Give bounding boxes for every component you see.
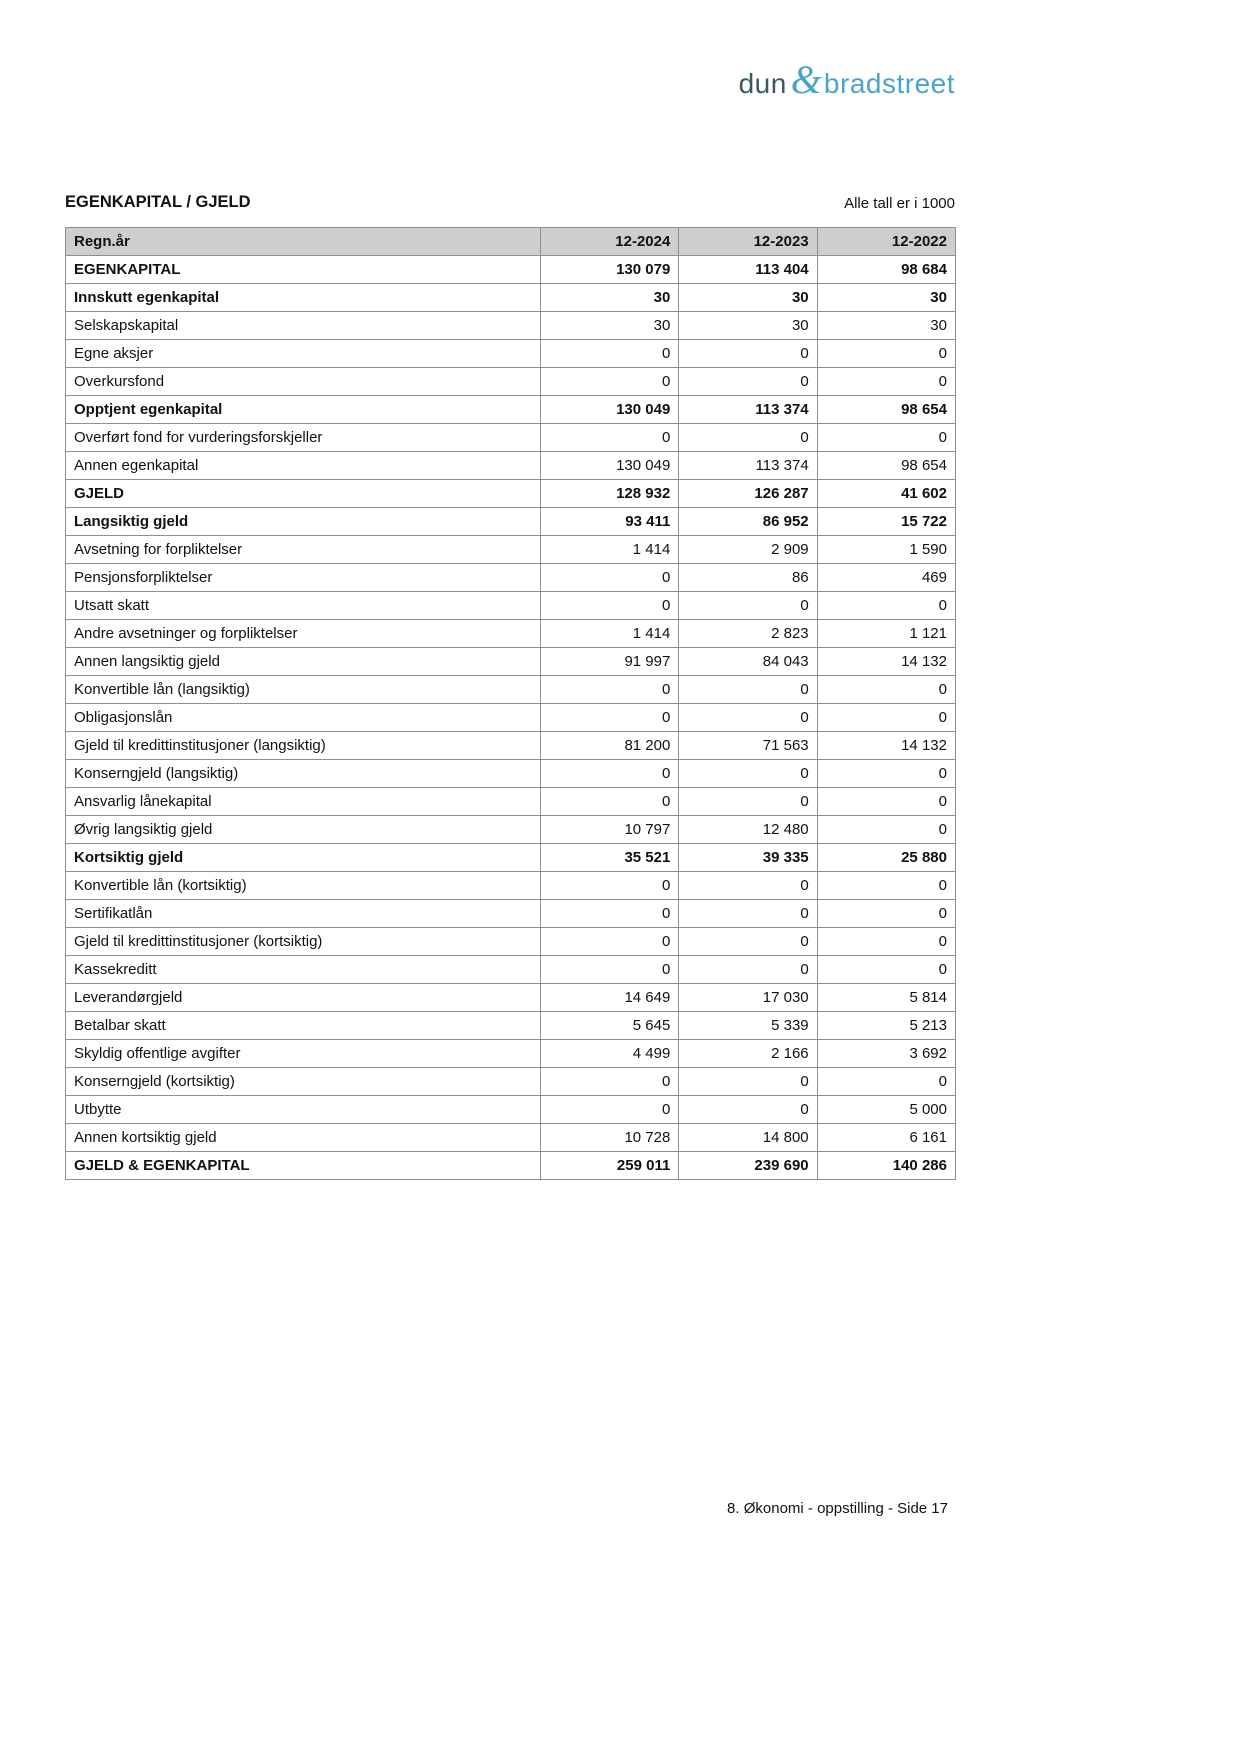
row-value: 0 — [817, 956, 955, 984]
row-value: 10 728 — [541, 1124, 679, 1152]
row-label: Opptjent egenkapital — [66, 396, 541, 424]
row-value: 2 909 — [679, 536, 817, 564]
row-label: Leverandørgjeld — [66, 984, 541, 1012]
row-value: 0 — [679, 676, 817, 704]
row-value: 0 — [817, 928, 955, 956]
row-value: 469 — [817, 564, 955, 592]
row-value: 2 823 — [679, 620, 817, 648]
row-label: Innskutt egenkapital — [66, 284, 541, 312]
row-label: Gjeld til kredittinstitusjoner (kortsiktig) — [66, 928, 541, 956]
row-value: 91 997 — [541, 648, 679, 676]
table-row — [66, 480, 956, 508]
column-header-label: Regn.år — [66, 228, 541, 256]
row-value: 10 797 — [541, 816, 679, 844]
section-title: EGENKAPITAL / GJELD — [65, 193, 251, 211]
row-label: Selskapskapital — [66, 312, 541, 340]
row-label: Utsatt skatt — [66, 592, 541, 620]
row-value: 113 404 — [679, 256, 817, 284]
row-value: 0 — [541, 704, 679, 732]
row-value: 0 — [817, 816, 955, 844]
row-value: 0 — [541, 956, 679, 984]
table-row — [66, 396, 956, 424]
row-value: 0 — [679, 592, 817, 620]
row-value: 239 690 — [679, 1152, 817, 1180]
table-row — [66, 956, 956, 984]
row-label: Overkursfond — [66, 368, 541, 396]
table-row — [66, 816, 956, 844]
row-label: Utbytte — [66, 1096, 541, 1124]
row-label: Kortsiktig gjeld — [66, 844, 541, 872]
logo-text-dun: dun — [738, 68, 787, 99]
row-label: Gjeld til kredittinstitusjoner (langsiktig) — [66, 732, 541, 760]
table-row — [66, 452, 956, 480]
row-value: 0 — [817, 788, 955, 816]
table-row — [66, 536, 956, 564]
table-row — [66, 788, 956, 816]
row-label: Andre avsetninger og forpliktelser — [66, 620, 541, 648]
row-value: 0 — [817, 368, 955, 396]
table-row — [66, 312, 956, 340]
row-value: 30 — [541, 284, 679, 312]
table-row — [66, 648, 956, 676]
table-row — [66, 676, 956, 704]
row-value: 0 — [679, 704, 817, 732]
row-value: 30 — [541, 312, 679, 340]
table-row — [66, 620, 956, 648]
page-footer: 8. Økonomi - oppstilling - Side 17 — [727, 1500, 948, 1517]
row-value: 140 286 — [817, 1152, 955, 1180]
row-value: 5 213 — [817, 1012, 955, 1040]
table-row — [66, 340, 956, 368]
table-row — [66, 424, 956, 452]
table-row — [66, 844, 956, 872]
row-value: 0 — [541, 788, 679, 816]
logo-text-bradstreet: bradstreet — [823, 68, 955, 99]
table-row — [66, 592, 956, 620]
row-value: 2 166 — [679, 1040, 817, 1068]
row-value: 14 132 — [817, 648, 955, 676]
row-value: 41 602 — [817, 480, 955, 508]
row-label: Egne aksjer — [66, 340, 541, 368]
row-label: Obligasjonslån — [66, 704, 541, 732]
table-row — [66, 1040, 956, 1068]
row-value: 0 — [679, 956, 817, 984]
row-value: 5 814 — [817, 984, 955, 1012]
row-value: 0 — [541, 1068, 679, 1096]
row-value: 0 — [817, 424, 955, 452]
row-value: 14 132 — [817, 732, 955, 760]
table-row — [66, 1124, 956, 1152]
row-value: 0 — [679, 928, 817, 956]
row-value: 86 952 — [679, 508, 817, 536]
row-label: GJELD & EGENKAPITAL — [66, 1152, 541, 1180]
row-value: 5 339 — [679, 1012, 817, 1040]
row-value: 71 563 — [679, 732, 817, 760]
row-value: 113 374 — [679, 396, 817, 424]
row-value: 0 — [679, 1068, 817, 1096]
row-value: 93 411 — [541, 508, 679, 536]
row-value: 0 — [541, 340, 679, 368]
row-value: 14 800 — [679, 1124, 817, 1152]
row-value: 126 287 — [679, 480, 817, 508]
row-label: Annen langsiktig gjeld — [66, 648, 541, 676]
row-label: Konvertible lån (langsiktig) — [66, 676, 541, 704]
row-value: 84 043 — [679, 648, 817, 676]
row-label: Langsiktig gjeld — [66, 508, 541, 536]
row-value: 0 — [817, 900, 955, 928]
units-note: Alle tall er i 1000 — [844, 195, 955, 212]
column-header-year: 12-2022 — [817, 228, 955, 256]
row-label: Betalbar skatt — [66, 1012, 541, 1040]
row-value: 1 121 — [817, 620, 955, 648]
table-row — [66, 508, 956, 536]
table-row — [66, 1012, 956, 1040]
row-value: 30 — [817, 284, 955, 312]
table-row — [66, 984, 956, 1012]
column-header-year: 12-2024 — [541, 228, 679, 256]
row-value: 259 011 — [541, 1152, 679, 1180]
row-value: 0 — [541, 928, 679, 956]
row-label: Annen egenkapital — [66, 452, 541, 480]
table-row — [66, 872, 956, 900]
row-value: 25 880 — [817, 844, 955, 872]
row-label: Konserngjeld (kortsiktig) — [66, 1068, 541, 1096]
row-value: 1 414 — [541, 536, 679, 564]
table-header-row — [66, 228, 956, 256]
row-label: Konvertible lån (kortsiktig) — [66, 872, 541, 900]
row-value: 0 — [679, 788, 817, 816]
row-value: 6 161 — [817, 1124, 955, 1152]
row-value: 86 — [679, 564, 817, 592]
row-label: Pensjonsforpliktelser — [66, 564, 541, 592]
table-row — [66, 704, 956, 732]
row-label: Sertifikatlån — [66, 900, 541, 928]
table-row — [66, 256, 956, 284]
row-value: 0 — [817, 592, 955, 620]
row-value: 113 374 — [679, 452, 817, 480]
row-value: 0 — [679, 900, 817, 928]
row-value: 98 654 — [817, 396, 955, 424]
row-label: Skyldig offentlige avgifter — [66, 1040, 541, 1068]
row-value: 0 — [541, 424, 679, 452]
row-value: 0 — [679, 340, 817, 368]
row-value: 128 932 — [541, 480, 679, 508]
row-value: 0 — [541, 564, 679, 592]
row-label: Ansvarlig lånekapital — [66, 788, 541, 816]
row-value: 4 499 — [541, 1040, 679, 1068]
row-value: 0 — [679, 368, 817, 396]
row-value: 0 — [817, 760, 955, 788]
row-value: 0 — [679, 872, 817, 900]
row-value: 0 — [679, 1096, 817, 1124]
row-value: 1 590 — [817, 536, 955, 564]
table-row — [66, 368, 956, 396]
row-value: 98 654 — [817, 452, 955, 480]
logo-ampersand-icon: & — [790, 57, 822, 102]
row-value: 39 335 — [679, 844, 817, 872]
row-label: Øvrig langsiktig gjeld — [66, 816, 541, 844]
row-value: 3 692 — [817, 1040, 955, 1068]
row-value: 0 — [817, 872, 955, 900]
row-value: 0 — [541, 676, 679, 704]
row-label: Avsetning for forpliktelser — [66, 536, 541, 564]
row-value: 0 — [679, 424, 817, 452]
row-value: 30 — [817, 312, 955, 340]
row-value: 98 684 — [817, 256, 955, 284]
row-value: 0 — [817, 340, 955, 368]
row-value: 0 — [541, 592, 679, 620]
row-value: 0 — [817, 676, 955, 704]
row-label: EGENKAPITAL — [66, 256, 541, 284]
row-value: 0 — [679, 760, 817, 788]
row-label: Overført fond for vurderingsforskjeller — [66, 424, 541, 452]
balance-sheet-table — [65, 227, 956, 1180]
row-value: 0 — [541, 368, 679, 396]
row-value: 12 480 — [679, 816, 817, 844]
row-value: 17 030 — [679, 984, 817, 1012]
column-header-year: 12-2023 — [679, 228, 817, 256]
row-value: 0 — [541, 760, 679, 788]
row-value: 130 049 — [541, 452, 679, 480]
row-value: 15 722 — [817, 508, 955, 536]
row-value: 130 049 — [541, 396, 679, 424]
table-row — [66, 900, 956, 928]
row-value: 5 645 — [541, 1012, 679, 1040]
row-value: 81 200 — [541, 732, 679, 760]
table-row — [66, 928, 956, 956]
row-label: GJELD — [66, 480, 541, 508]
row-value: 0 — [541, 872, 679, 900]
row-label: Kassekreditt — [66, 956, 541, 984]
row-value: 5 000 — [817, 1096, 955, 1124]
table-row — [66, 1152, 956, 1180]
table-title-row — [65, 193, 955, 212]
row-value: 30 — [679, 312, 817, 340]
table-row — [66, 760, 956, 788]
table-row — [66, 1096, 956, 1124]
table-row — [66, 732, 956, 760]
row-label: Annen kortsiktig gjeld — [66, 1124, 541, 1152]
row-value: 0 — [541, 1096, 679, 1124]
row-value: 14 649 — [541, 984, 679, 1012]
row-value: 0 — [541, 900, 679, 928]
row-value: 35 521 — [541, 844, 679, 872]
row-value: 0 — [817, 1068, 955, 1096]
row-value: 30 — [679, 284, 817, 312]
row-value: 130 079 — [541, 256, 679, 284]
table-row — [66, 564, 956, 592]
table-row — [66, 284, 956, 312]
row-value: 0 — [817, 704, 955, 732]
row-value: 1 414 — [541, 620, 679, 648]
dun-bradstreet-logo — [738, 57, 955, 102]
row-label: Konserngjeld (langsiktig) — [66, 760, 541, 788]
table-row — [66, 1068, 956, 1096]
